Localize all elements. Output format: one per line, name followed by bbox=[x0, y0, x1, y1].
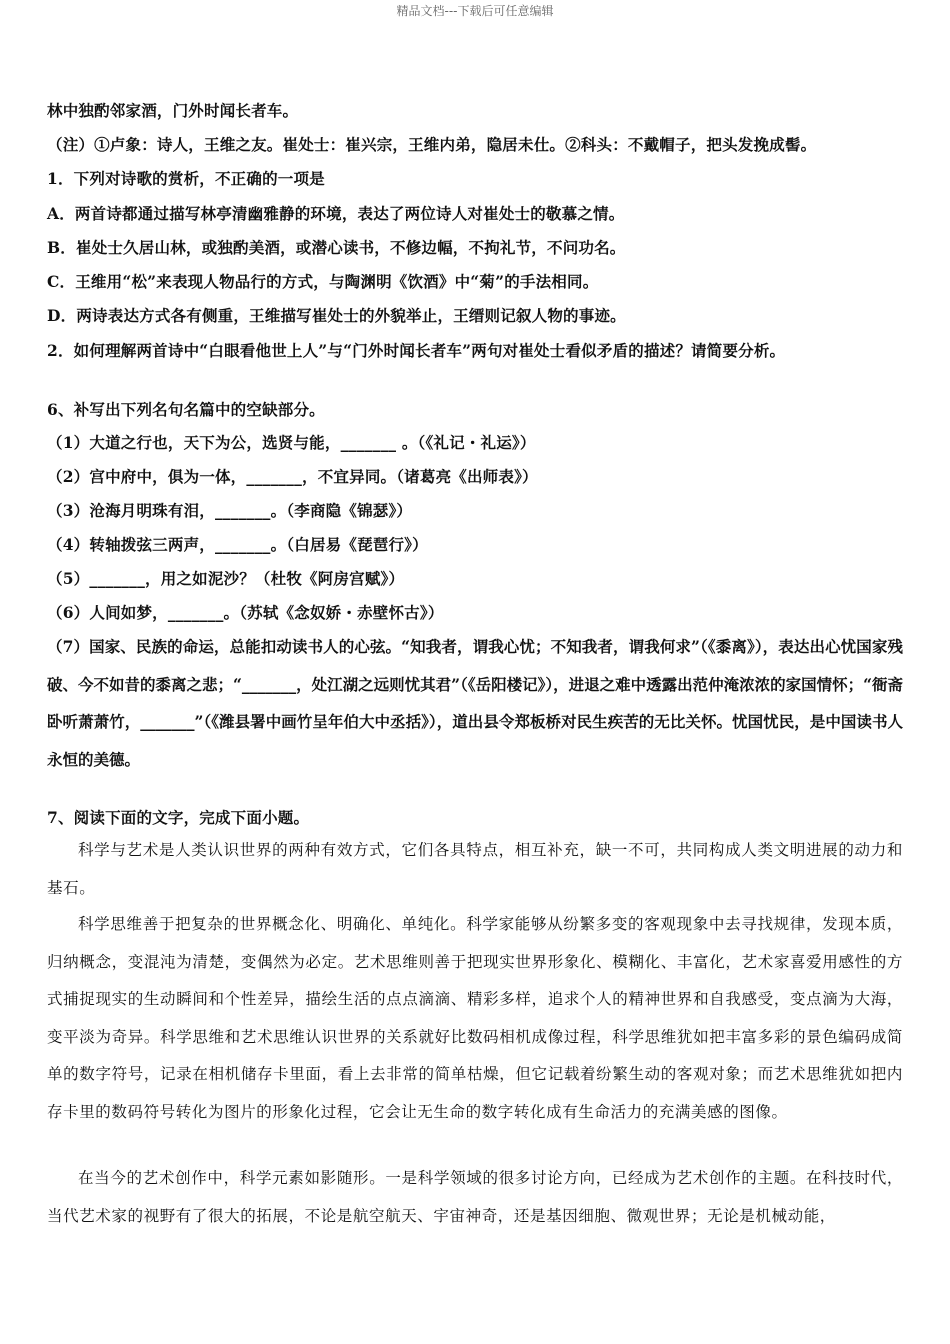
reading-paragraph-3: 在当今的艺术创作中，科学元素如影随形。一是科学领域的很多讨论方向，已经成为艺术创作的主题。在科技时代，当代艺术家的视野有了很大的拓展，不论是航空航天、宇宙神奇，还是基因细胞、微观世界；无论是机械动能， bbox=[47, 1169, 903, 1225]
fill-item-6: （6）人间如梦，_______。（苏轼《念奴娇・赤壁怀古》） bbox=[47, 603, 444, 622]
fill-item-3: （3）沧海月明珠有泪，_______。（李商隐《锦瑟》） bbox=[47, 501, 413, 520]
fill-item-4: （4）转轴拨弦三两声，_______。（白居易《琵琶行》） bbox=[47, 535, 428, 554]
fill-item-2: （2）宫中府中，俱为一体，_______，不宜异同。（诸葛亮《出师表》） bbox=[47, 467, 538, 486]
page-header: 精品文档---下载后可任意编辑 bbox=[396, 4, 554, 18]
reading-paragraph-2: 科学思维善于把复杂的世界概念化、明确化、单纯化。科学家能够从纷繁多变的客观现象中去寻找规律，发现本质，归纳概念，变混沌为清楚，变偶然为必定。艺术思维则善于把现实世界形象化、模糊化、丰富化，艺术家喜爱用感性的方式捕捉现实的生动瞬间和个性差异，描绘生活的点点滴滴、精彩多样，追求个人的精神世界和自我感受，变点滴为大海，变平淡为奇异。科学思维和艺术思维认识世界的关系就好比数码相机成像过程，科学思维犹如把丰富多彩的景色编码成简单的数字符号，记录在相机储存卡里面，看上去非常的简单枯燥，但它记载着纷繁生动的客观对象；而艺术思维犹如把内存卡里的数码符号转化为图片的形象化过程，它会让无生命的数字转化成有生命活力的充满美感的图像。 bbox=[47, 915, 903, 1121]
question-2: 2．如何理解两首诗中“白眼看他世上人”与“门外时闻长者车”两句对崔处士看似矛盾的描述？请简要分析。 bbox=[47, 341, 786, 360]
fill-item-1: （1）大道之行也，天下为公，选贤与能，_______ 。（《礼记・礼运》） bbox=[47, 433, 536, 452]
option-d: D．两诗表达方式各有侧重，王维描写崔处士的外貌举止，王缙则记叙人物的事迹。 bbox=[47, 306, 626, 325]
reading-paragraph-1: 科学与艺术是人类认识世界的两种有效方式，它们各具特点，相互补充，缺一不可，共同构成人类文明进展的动力和基石。 bbox=[47, 841, 903, 897]
section-6-title: 6、补写出下列名句名篇中的空缺部分。 bbox=[47, 400, 325, 419]
poem-line: 林中独酌邻家酒，门外时闻长者车。 bbox=[47, 101, 299, 120]
poem-note: （注）①卢象：诗人，王维之友。崔处士：崔兴宗，王维内弟，隐居未仕。②科头：不戴帽子，把头发挽成髻。 bbox=[47, 135, 817, 154]
option-a: A．两首诗都通过描写林亭清幽雅静的环境，表达了两位诗人对崔处士的敬慕之情。 bbox=[47, 204, 625, 223]
fill-item-5: （5）_______，用之如泥沙？（杜牧《阿房宫赋》） bbox=[47, 569, 405, 588]
question-1: 1．下列对诗歌的赏析，不正确的一项是 bbox=[47, 169, 325, 188]
option-b: B．崔处士久居山林，或独酌美酒，或潜心读书，不修边幅，不拘礼节，不问功名。 bbox=[47, 238, 626, 257]
section-7-title: 7、阅读下面的文字，完成下面小题。 bbox=[47, 808, 310, 827]
fill-item-7: （7）国家、民族的命运，总能扣动读书人的心弦。“知我者，谓我心忧；不知我者，谓我何求”（《黍离》），表达出心忧国家残破、今不如昔的黍离之悲；“_______，处江湖之远则忧其君”（《岳阳楼记》），进退之难中透露出范仲淹浓浓的家国情怀；“衙斋卧听萧萧竹，_______”（《潍县署中画竹呈年伯大中丞括》），道出县令郑板桥对民生疾苦的无比关怀。忧国忧民，是中国读书人永恒的美德。 bbox=[47, 637, 904, 769]
option-c: C．王维用“松”来表现人物品行的方式，与陶渊明《饮酒》中“菊”的手法相同。 bbox=[47, 272, 599, 291]
